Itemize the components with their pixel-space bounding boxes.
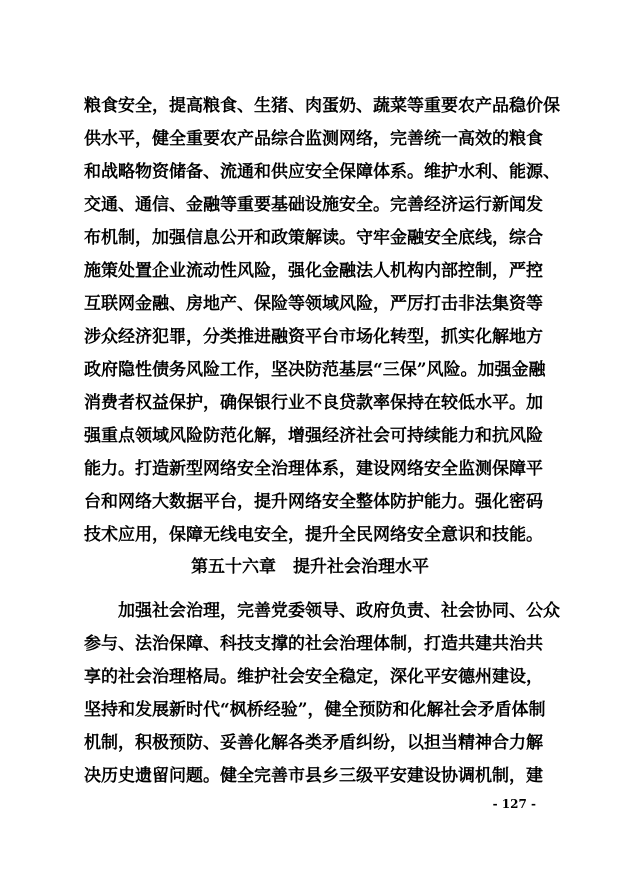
text-line: 布机制，加强信息公开和政策解读。守牢金融安全底线，综合 — [84, 228, 543, 248]
text-line: 技术应用，保障无线电安全，提升全民网络安全意识和技能。 — [84, 525, 543, 545]
text-line: 消费者权益保护，确保银行业不良贷款率保持在较低水平。加 — [84, 393, 543, 413]
chapter-heading: 第五十六章 提升社会治理水平 — [191, 557, 429, 577]
text-line: 涉众经济犯罪，分类推进融资平台市场化转型，抓实化解地方 — [84, 327, 543, 347]
text-line: 施策处置企业流动性风险，强化金融法人机构内部控制，严控 — [84, 261, 543, 281]
text-line: 台和网络大数据平台，提升网络安全整体防护能力。强化密码 — [84, 492, 543, 512]
text-line: 粮食安全，提高粮食、生猪、肉蛋奶、蔬菜等重要农产品稳价保 — [84, 96, 560, 116]
text-line: 能力。打造新型网络安全治理体系，建设网络安全监测保障平 — [84, 459, 543, 479]
page-number: - 127 - — [492, 797, 536, 811]
text-line: 参与、法治保障、科技支撑的社会治理体制，打造共建共治共 — [84, 634, 543, 654]
text-line: 供水平，健全重要农产品综合监测网络，完善统一高效的粮食 — [84, 129, 543, 149]
text-line: 享的社会治理格局。维护社会安全稳定，深化平安德州建设， — [84, 667, 543, 687]
text-line: 和战略物资储备、流通和供应安全保障体系。维护水利、能源、 — [84, 162, 560, 182]
text-line: 强重点领域风险防范化解，增强经济社会可持续能力和抗风险 — [84, 426, 543, 446]
text-line: 政府隐性债务风险工作，坚决防范基层“三保”风险。加强金融 — [84, 360, 546, 380]
text-line: 机制，积极预防、妥善化解各类矛盾纠纷，以担当精神合力解 — [84, 733, 543, 753]
text-line: 加强社会治理，完善党委领导、政府负责、社会协同、公众 — [84, 601, 560, 621]
text-line: 交通、通信、金融等重要基础设施安全。完善经济运行新闻发 — [84, 195, 543, 215]
text-line: 互联网金融、房地产、保险等领域风险，严厉打击非法集资等 — [84, 294, 543, 314]
text-line: 决历史遗留问题。健全完善市县乡三级平安建设协调机制，建 — [84, 766, 543, 786]
text-line: 坚持和发展新时代“枫桥经验”，健全预防和化解社会矛盾体制 — [84, 700, 546, 720]
